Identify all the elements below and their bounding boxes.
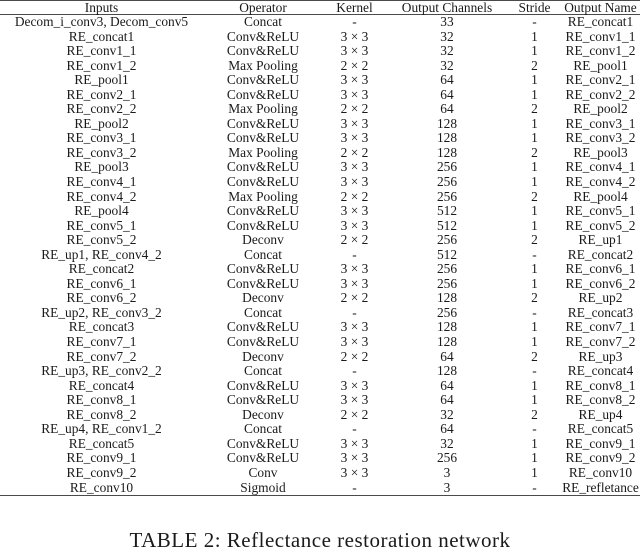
table-row [0,204,640,219]
cell-operator: Max Pooling [228,101,298,117]
cell-output-name: RE_conv4_2 [565,174,636,190]
cell-inputs: RE_concat2 [68,261,135,277]
table-row [0,117,640,132]
table-row [0,437,640,452]
cell-output-channels: 256 [436,304,458,320]
cell-operator: Conv&ReLU [226,334,300,350]
cell-output-name: RE_concat3 [567,304,634,320]
cell-operator: Conv&ReLU [226,377,300,393]
cell-operator: Deconv [242,406,284,422]
cell-kernel: 3 × 3 [340,159,369,175]
cell-inputs: RE_up1, RE_conv4_2 [41,246,162,262]
cell-stride: 2 [531,144,538,160]
cell-operator: Conv&ReLU [226,130,300,146]
cell-output-channels: 32 [440,406,454,422]
cell-inputs: RE_conv3_1 [66,130,137,146]
cell-operator: Sigmoid [240,479,286,495]
cell-inputs: RE_conv9_2 [66,464,137,480]
cell-output-channels: 128 [436,363,458,379]
cell-operator: Concat [244,14,282,29]
table-row [0,481,640,496]
cell-output-name: RE_pool4 [573,188,628,204]
table-row [0,350,640,365]
table-caption: TABLE 2: Reflectance restoration network [129,528,511,552]
cell-kernel: 3 × 3 [340,319,369,335]
cell-operator: Conv&ReLU [226,174,300,190]
header-inputs: Inputs [84,0,119,15]
cell-stride: 1 [531,72,538,88]
cell-kernel: 3 × 3 [340,435,369,451]
table-row [0,146,640,161]
cell-output-name: RE_conv1_2 [565,43,636,59]
cell-inputs: RE_up3, RE_conv2_2 [41,363,162,379]
cell-kernel: 3 × 3 [340,72,369,88]
header-kernel: Kernel [336,0,373,15]
cell-output-channels: 512 [436,246,458,262]
cell-output-channels: 32 [440,57,454,73]
cell-output-name: RE_conv8_2 [565,392,636,408]
cell-inputs: RE_conv7_1 [66,334,137,350]
cell-inputs: RE_conv9_1 [66,450,137,466]
cell-inputs: RE_concat1 [68,28,135,44]
cell-output-channels: 128 [436,334,458,350]
cell-output-channels: 64 [440,392,454,408]
cell-stride: 1 [531,203,538,219]
table-row [0,219,640,234]
cell-kernel: 3 × 3 [340,130,369,146]
cell-output-channels: 512 [436,203,458,219]
cell-output-channels: 64 [440,72,454,88]
cell-inputs: RE_conv1_1 [66,43,137,59]
cell-stride: 1 [531,392,538,408]
cell-output-name: RE_concat4 [567,363,634,379]
cell-output-name: RE_concat2 [567,246,634,262]
cell-kernel: 3 × 3 [340,217,369,233]
cell-inputs: RE_conv8_1 [66,392,137,408]
cell-output-channels: 64 [440,348,454,364]
cell-operator: Concat [244,304,282,320]
table-row [0,320,640,335]
table-row [0,408,640,423]
cell-operator: Concat [244,246,282,262]
cell-inputs: RE_pool3 [74,159,129,175]
cell-kernel: 3 × 3 [340,450,369,466]
cell-kernel: - [352,363,357,379]
cell-kernel: 3 × 3 [340,28,369,44]
cell-stride: - [532,363,537,379]
cell-output-channels: 128 [436,115,458,131]
table-row [0,190,640,205]
cell-operator: Conv&ReLU [226,72,300,88]
table-row [0,393,640,408]
table-row [0,466,640,481]
cell-operator: Conv&ReLU [226,28,300,44]
table-header [0,1,640,15]
cell-kernel: 3 × 3 [340,275,369,291]
cell-output-name: RE_up2 [578,290,623,306]
cell-output-channels: 256 [436,159,458,175]
cell-kernel: 3 × 3 [340,334,369,350]
cell-kernel: 3 × 3 [340,464,369,480]
cell-output-channels: 128 [436,319,458,335]
cell-inputs: RE_concat4 [68,377,135,393]
table-row [0,88,640,103]
cell-inputs: RE_conv4_1 [66,174,137,190]
cell-output-name: RE_conv4_1 [565,159,636,175]
table-row [0,59,640,74]
cell-output-name: RE_conv6_2 [565,275,636,291]
cell-output-name: RE_conv5_1 [565,203,636,219]
cell-stride: 2 [531,290,538,306]
cell-output-name: RE_pool2 [573,101,628,117]
cell-output-name: RE_conv3_2 [565,130,636,146]
cell-kernel: 3 × 3 [340,43,369,59]
cell-output-channels: 256 [436,232,458,248]
cell-output-name: RE_conv8_1 [565,377,636,393]
cell-kernel: 2 × 2 [340,348,369,364]
cell-output-name: RE_conv9_2 [565,450,636,466]
cell-operator: Concat [244,421,282,437]
table-row [0,160,640,175]
cell-stride: - [532,479,537,495]
cell-inputs: RE_conv2_1 [66,86,137,102]
header-output-name: Output Name [564,0,637,15]
cell-operator: Conv [248,464,278,480]
cell-stride: 1 [531,377,538,393]
cell-stride: 1 [531,464,538,480]
cell-inputs: RE_up4, RE_conv1_2 [41,421,162,437]
cell-operator: Conv&ReLU [226,203,300,219]
cell-stride: 1 [531,261,538,277]
cell-inputs: RE_conv3_2 [66,144,137,160]
cell-output-channels: 128 [436,130,458,146]
cell-inputs: RE_conv8_2 [66,406,137,422]
cell-stride: 1 [531,217,538,233]
cell-output-channels: 64 [440,101,454,117]
table-row [0,131,640,146]
table-row [0,248,640,263]
cell-output-name: RE_up3 [578,348,623,364]
cell-kernel: 3 × 3 [340,377,369,393]
cell-inputs: RE_concat3 [68,319,135,335]
table-row [0,451,640,466]
cell-output-name: RE_conv9_1 [565,435,636,451]
cell-kernel: 2 × 2 [340,232,369,248]
cell-inputs: RE_conv5_1 [66,217,137,233]
cell-output-channels: 128 [436,144,458,160]
cell-operator: Conv&ReLU [226,217,300,233]
cell-kernel: 3 × 3 [340,174,369,190]
cell-inputs: RE_conv6_1 [66,275,137,291]
cell-stride: 1 [531,28,538,44]
cell-output-name: RE_pool3 [573,144,628,160]
cell-kernel: 2 × 2 [340,144,369,160]
cell-inputs: RE_conv6_2 [66,290,137,306]
cell-kernel: - [352,246,357,262]
cell-inputs: RE_conv2_2 [66,101,137,117]
cell-operator: Conv&ReLU [226,319,300,335]
table-row [0,175,640,190]
cell-output-channels: 32 [440,435,454,451]
cell-inputs: RE_conv4_2 [66,188,137,204]
cell-output-name: RE_concat5 [567,421,634,437]
cell-stride: 1 [531,450,538,466]
cell-kernel: 3 × 3 [340,203,369,219]
cell-inputs: RE_pool2 [74,115,129,131]
cell-inputs: RE_conv10 [69,479,134,495]
cell-stride: 1 [531,435,538,451]
cell-kernel: - [352,304,357,320]
cell-operator: Conv&ReLU [226,275,300,291]
cell-kernel: 2 × 2 [340,57,369,73]
cell-kernel: - [352,479,357,495]
cell-inputs: RE_conv5_2 [66,232,137,248]
cell-inputs: RE_pool4 [74,203,129,219]
cell-stride: 1 [531,159,538,175]
cell-output-name: RE_conv6_1 [565,261,636,277]
cell-stride: 1 [531,130,538,146]
header-row [0,1,640,15]
cell-output-channels: 3 [443,479,451,495]
cell-stride: 1 [531,319,538,335]
cell-stride: 2 [531,101,538,117]
cell-stride: 1 [531,174,538,190]
table-row [0,379,640,394]
cell-operator: Conv&ReLU [226,450,300,466]
cell-output-channels: 256 [436,450,458,466]
cell-stride: - [532,14,537,29]
cell-operator: Concat [244,363,282,379]
cell-stride: 2 [531,57,538,73]
cell-operator: Conv&ReLU [226,261,300,277]
cell-operator: Conv&ReLU [226,86,300,102]
cell-output-channels: 64 [440,377,454,393]
cell-output-channels: 32 [440,43,454,59]
cell-stride: - [532,246,537,262]
cell-operator: Conv&ReLU [226,43,300,59]
cell-inputs: RE_conv1_2 [66,57,137,73]
cell-inputs: RE_conv7_2 [66,348,137,364]
cell-output-name: RE_conv2_1 [565,72,636,88]
table-row [0,233,640,248]
cell-kernel: - [352,421,357,437]
table-row [0,422,640,437]
table-row [0,364,640,379]
cell-stride: 2 [531,348,538,364]
cell-inputs: RE_up2, RE_conv3_2 [41,304,162,320]
cell-output-name: RE_conv3_1 [565,115,636,131]
cell-operator: Conv&ReLU [226,392,300,408]
table-row [0,262,640,277]
cell-output-channels: 256 [436,174,458,190]
cell-kernel: 2 × 2 [340,188,369,204]
cell-stride: 2 [531,232,538,248]
cell-operator: Max Pooling [228,144,298,160]
cell-output-channels: 256 [436,275,458,291]
cell-output-name: RE_conv1_1 [565,28,636,44]
cell-output-channels: 33 [440,14,454,29]
cell-stride: 1 [531,334,538,350]
cell-output-channels: 512 [436,217,458,233]
cell-operator: Deconv [242,232,284,248]
cell-output-name: RE_conv7_2 [565,334,636,350]
cell-output-name: RE_concat1 [567,14,634,29]
cell-inputs: Decom_i_conv3, Decom_conv5 [14,14,189,29]
header-operator: Operator [239,0,287,15]
cell-kernel: 2 × 2 [340,290,369,306]
cell-output-channels: 256 [436,188,458,204]
cell-output-name: RE_conv5_2 [565,217,636,233]
cell-output-channels: 64 [440,421,454,437]
cell-stride: 2 [531,188,538,204]
cell-output-name: RE_up4 [578,406,623,422]
cell-kernel: 3 × 3 [340,115,369,131]
cell-kernel: 3 × 3 [340,392,369,408]
cell-output-name: RE_conv2_2 [565,86,636,102]
cell-operator: Max Pooling [228,57,298,73]
cell-output-name: RE_up1 [578,232,623,248]
cell-operator: Conv&ReLU [226,435,300,451]
cell-stride: 2 [531,406,538,422]
table-row [0,102,640,117]
cell-output-channels: 256 [436,261,458,277]
cell-stride: - [532,421,537,437]
table-row [0,277,640,292]
cell-operator: Conv&ReLU [226,115,300,131]
table-row [0,44,640,59]
cell-inputs: RE_concat5 [68,435,135,451]
cell-stride: 1 [531,275,538,291]
cell-kernel: 3 × 3 [340,86,369,102]
cell-output-channels: 3 [443,464,451,480]
header-stride: Stride [518,0,551,15]
cell-operator: Max Pooling [228,188,298,204]
table-row [0,30,640,45]
cell-output-name: RE_conv7_1 [565,319,636,335]
cell-output-name: RE_conv10 [568,464,633,480]
cell-output-channels: 32 [440,28,454,44]
cell-operator: Deconv [242,290,284,306]
table-row [0,15,640,30]
table-row [0,335,640,350]
cell-stride: 1 [531,43,538,59]
table-row [0,73,640,88]
cell-output-name: RE_pool1 [573,57,628,73]
table-row [0,306,640,321]
cell-kernel: 2 × 2 [340,406,369,422]
cell-inputs: RE_pool1 [74,72,129,88]
cell-output-channels: 128 [436,290,458,306]
cell-kernel: 2 × 2 [340,101,369,117]
cell-kernel: 3 × 3 [340,261,369,277]
table-row [0,291,640,306]
cell-stride: 1 [531,115,538,131]
cell-output-name: RE_refletance [562,479,639,495]
cell-stride: - [532,304,537,320]
cell-operator: Deconv [242,348,284,364]
cell-operator: Conv&ReLU [226,159,300,175]
table-body [0,15,640,496]
header-output-channels: Output Channels [401,0,493,15]
cell-stride: 1 [531,86,538,102]
cell-output-channels: 64 [440,86,454,102]
cell-kernel: - [352,14,357,29]
